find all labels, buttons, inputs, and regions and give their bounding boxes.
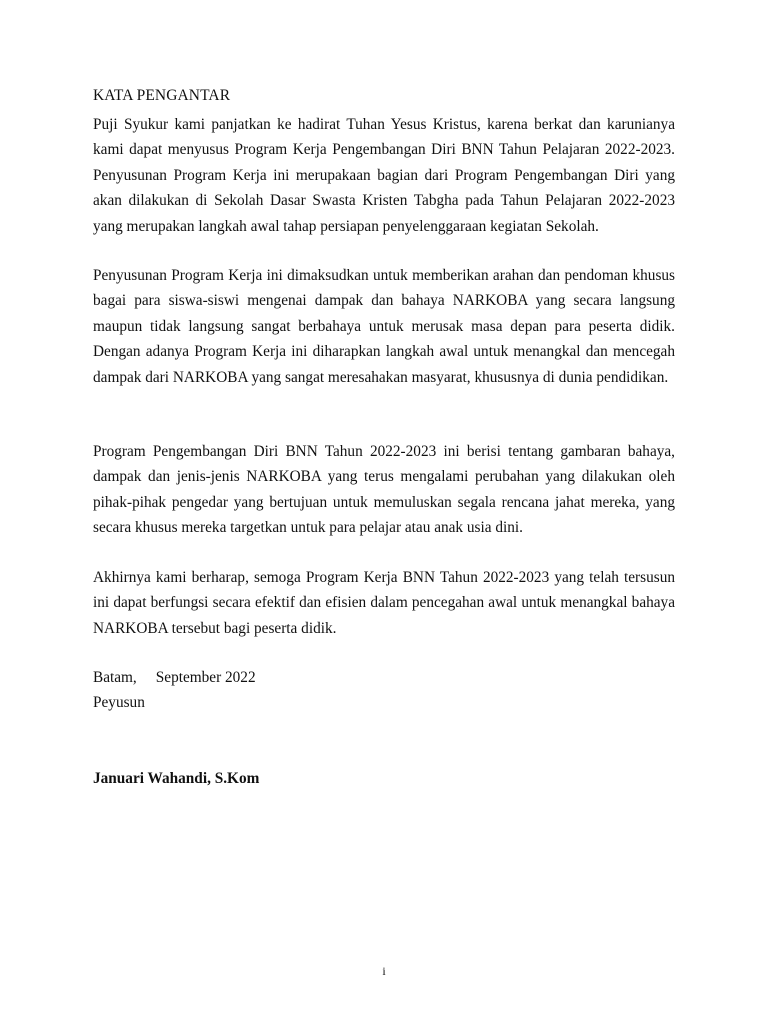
page-number: i bbox=[382, 964, 386, 978]
document-title: KATA PENGANTAR bbox=[93, 87, 231, 104]
paragraph-opening: Puji Syukur kami panjatkan ke hadirat Tuhan Yesus Kristus, karena berkat dan karunianya kami dapat menyusus Program Kerja Pengembangan Diri BNN Tahun Pelajaran 2022-2023. Penyusunan Program Kerja ini merupakaan bagian dari Program Pengembangan Diri yang akan dilakukan di Sekolah Dasar Swasta Kristen Tabgha pada Tahun Pelajaran 2022-2023 yang merupakan langkah awal tahap persiapan penyelenggaraan kegiatan Sekolah. bbox=[93, 116, 675, 235]
place-date-line bbox=[93, 668, 256, 688]
signatory-role: Peyusun bbox=[93, 694, 145, 711]
paragraph-closing: Akhirnya kami berharap, semoga Program Kerja BNN Tahun 2022-2023 yang telah tersusun ini dapat berfungsi secara efektif dan efisien dalam pencegahan awal untuk menangkal bahaya NARKOBA tersebut bagi peserta didik. bbox=[93, 569, 675, 637]
paragraph-purpose: Penyusunan Program Kerja ini dimaksudkan untuk memberikan arahan dan pendoman khusus bagai para siswa-siswi mengenai dampak dan bahaya NARKOBA yang secara langsung maupun tidak langsung sangat berbahaya untuk merusak masa depan para peserta didik. Dengan adanya Program Kerja ini diharapkan langkah awal untuk menangkal dan mencegah dampak dari NARKOBA yang sangat meresahakan masyarat, khususnya di dunia pendidikan. bbox=[93, 267, 675, 386]
paragraph-content: Program Pengembangan Diri BNN Tahun 2022-2023 ini berisi tentang gambaran bahaya, dampak dan jenis-jenis NARKOBA yang terus mengalami perubahan yang dilakukan oleh pihak-pihak pengedar yang bertujuan untuk memuluskan segala rencana jahat mereka, yang secara khusus mereka targetkan untuk para pelajar atau anak usia dini. bbox=[93, 443, 675, 537]
date: September 2022 bbox=[155, 669, 256, 686]
place: Batam, bbox=[93, 669, 137, 686]
author-name: Januari Wahandi, S.Kom bbox=[93, 770, 260, 787]
